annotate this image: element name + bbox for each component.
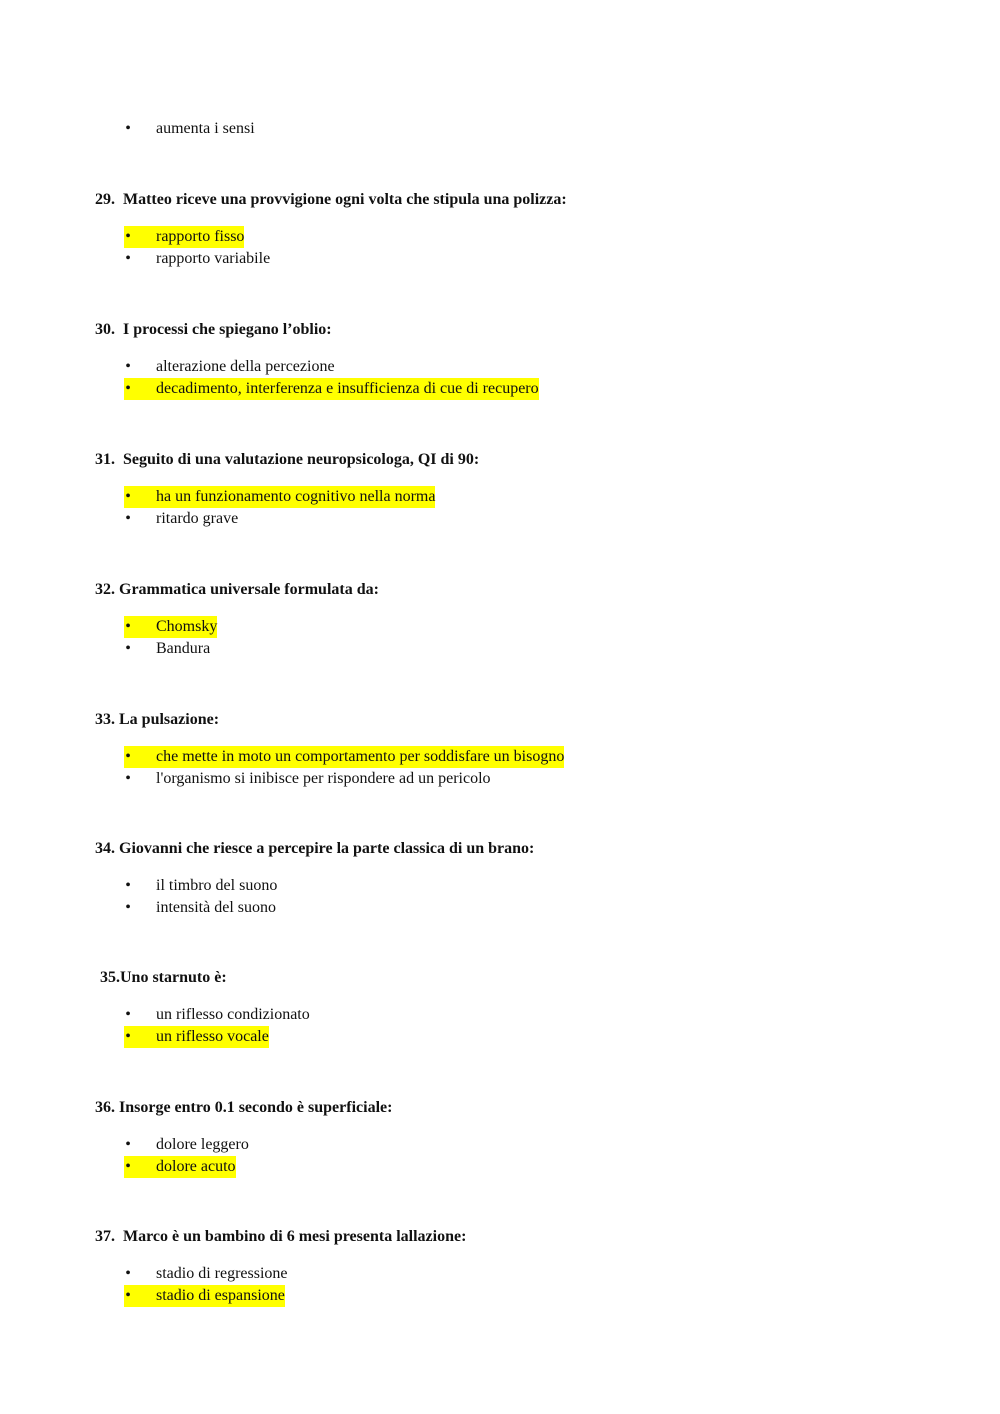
question-text: Uno starnuto è: [120,969,227,986]
option-text: Chomsky [156,616,217,638]
question-title [100,967,227,989]
question-title [95,579,379,601]
highlighted-answer [124,1026,269,1048]
bullet-icon: • [125,1287,131,1304]
question-text: La pulsazione: [119,711,220,728]
option-text: un riflesso vocale [156,1026,269,1048]
question-number: 36. [95,1099,115,1116]
option-text: ritardo grave [156,510,239,527]
question-text: Insorge entro 0.1 secondo è superficiale: [119,1099,393,1116]
bullet-icon: • [125,488,131,505]
bullet-icon: • [125,877,131,894]
option-text: stadio di espansione [156,1285,285,1307]
list-item [124,897,276,919]
question-title [95,838,534,860]
question-number: 37. [95,1228,115,1245]
bullet-icon: • [125,120,131,137]
list-item [124,638,210,660]
bullet-icon: • [125,1028,131,1045]
question-title [95,1097,392,1119]
question-number: 35. [100,969,120,986]
bullet-icon: • [125,228,131,245]
highlighted-answer [124,378,539,400]
question-title [95,1226,466,1248]
question-number: 31. [95,451,115,468]
list-item [124,1263,288,1285]
option-text: aumenta i sensi [156,120,255,137]
bullet-icon: • [125,1265,131,1282]
option-text: dolore leggero [156,1136,249,1153]
question-title [95,319,332,341]
highlighted-answer [124,486,435,508]
bullet-icon: • [125,510,131,527]
question-title [95,189,567,211]
bullet-icon: • [125,1158,131,1175]
option-text: Bandura [156,640,211,657]
option-text: un riflesso condizionato [156,1006,310,1023]
option-text: stadio di regressione [156,1265,288,1282]
option-text: decadimento, interferenza e insufficienza di cue di recupero [156,378,539,400]
question-text: I processi che spiegano l’oblio: [123,321,332,338]
question-text: Matteo riceve una provvigione ogni volta che stipula una polizza: [123,191,567,208]
bullet-icon: • [125,1006,131,1023]
list-item [124,248,270,270]
bullet-icon: • [125,640,131,657]
option-text: che mette in moto un comportamento per soddisfare un bisogno [156,746,564,768]
bullet-icon: • [125,380,131,397]
bullet-icon: • [125,770,131,787]
option-text: intensità del suono [156,899,276,916]
question-text: Giovanni che riesce a percepire la parte classica di un brano: [119,840,535,857]
question-text: Marco è un bambino di 6 mesi presenta lallazione: [123,1228,467,1245]
list-item [124,768,491,790]
highlighted-answer [124,1156,236,1178]
question-number: 34. [95,840,115,857]
question-number: 29. [95,191,115,208]
bullet-icon: • [125,618,131,635]
option-text: il timbro del suono [156,877,278,894]
list-item [124,356,335,378]
list-item [124,508,238,530]
question-number: 30. [95,321,115,338]
option-text: rapporto fisso [156,226,244,248]
list-item [124,118,255,140]
bullet-icon: • [125,748,131,765]
question-number: 32. [95,581,115,598]
option-text: ha un funzionamento cognitivo nella norma [156,486,435,508]
option-text: l'organismo si inibisce per rispondere ad un pericolo [156,770,491,787]
bullet-icon: • [125,358,131,375]
question-title [95,449,479,471]
option-text: rapporto variabile [156,250,271,267]
highlighted-answer [124,226,244,248]
question-title [95,709,219,731]
list-item [124,1134,249,1156]
option-text: alterazione della percezione [156,358,335,375]
question-number: 33. [95,711,115,728]
highlighted-answer [124,746,564,768]
question-text: Seguito di una valutazione neuropsicologa, QI di 90: [123,451,480,468]
highlighted-answer [124,616,217,638]
highlighted-answer [124,1285,285,1307]
question-text: Grammatica universale formulata da: [119,581,379,598]
list-item [124,1004,310,1026]
bullet-icon: • [125,250,131,267]
bullet-icon: • [125,1136,131,1153]
bullet-icon: • [125,899,131,916]
option-text: dolore acuto [156,1156,236,1178]
list-item [124,875,277,897]
